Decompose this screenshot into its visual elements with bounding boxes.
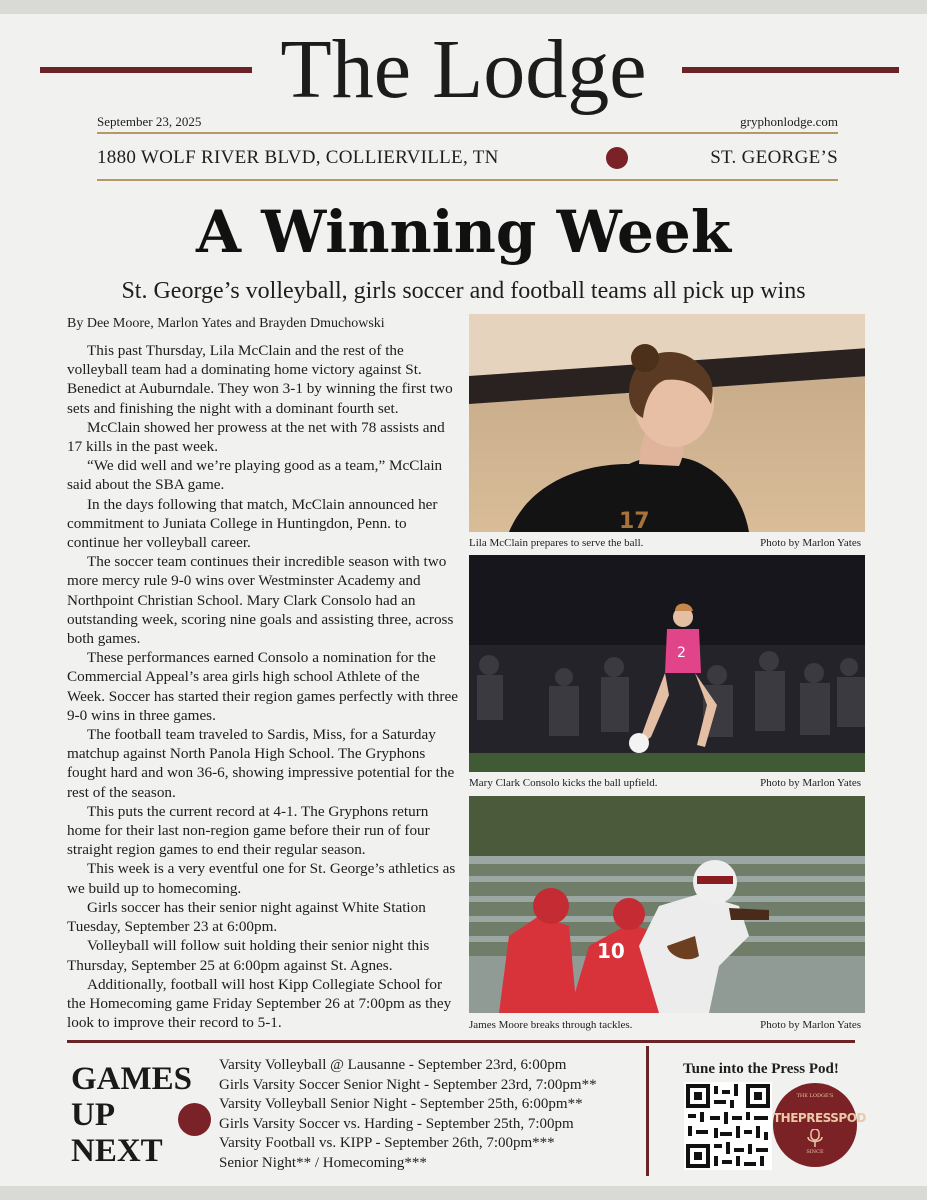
caption-text: James Moore breaks through tackles. — [469, 1019, 633, 1031]
press-pod-heading: Tune into the Press Pod! — [683, 1061, 839, 1077]
games-up-next-title — [71, 1061, 192, 1169]
jersey-number: 2 — [677, 645, 686, 661]
games-schedule — [219, 1056, 597, 1174]
caption-text: Lila McClain prepares to serve the ball. — [469, 537, 644, 549]
soccer-photo — [469, 555, 865, 772]
press-pod-logo-name: THEPRESSPOD — [773, 1111, 866, 1125]
address: 1880 WOLF RIVER BLVD, COLLIERVILLE, TN — [97, 147, 499, 168]
headline: A Winning Week — [195, 198, 732, 266]
schedule-item: Varsity Football vs. KIPP - September 26th, 7:00pm*** — [219, 1135, 555, 1152]
paper-edge-top — [0, 0, 927, 14]
games-title-line: NEXT — [71, 1133, 163, 1169]
article-paragraph: Additionally, football will host Kipp Collegiate School for the Homecoming game Friday September 26 at 7:00pm as they look to improve their record to 5-1. — [67, 975, 452, 1032]
games-title-line: UP — [71, 1097, 115, 1133]
article-paragraph: The soccer team continues their incredible season with two more mercy rule 9-0 wins over Westminster Academy and Northpoint Christian School. Mary Clark Consolo had an outstanding week, scoring nine goals and assisting three, across both games. — [67, 553, 454, 648]
press-pod-logo-top: THE LODGE'S — [796, 1093, 834, 1099]
article-paragraph: The football team traveled to Sardis, Miss, for a Saturday matchup against North Panola High School. The Gryphons fought hard and won 36-6, showing impressive potential for the rest of the season. — [67, 726, 455, 801]
website-link[interactable]: gryphonlodge.com — [740, 114, 838, 129]
caption-text: Mary Clark Consolo kicks the ball upfield. — [469, 777, 658, 789]
schedule-item: Girls Varsity Soccer Senior Night - September 23rd, 7:00pm** — [219, 1076, 597, 1093]
footer-divider — [646, 1046, 649, 1176]
article-body — [67, 341, 458, 1032]
schedule-item: Varsity Volleyball @ Lausanne - September 23rd, 6:00pm — [219, 1057, 567, 1073]
volleyball-photo-image — [469, 314, 865, 532]
soccer-photo-image — [469, 555, 865, 772]
footer-rule — [67, 1040, 855, 1043]
football-photo-image — [469, 796, 865, 1013]
school-name: ST. GEORGE’S — [710, 147, 838, 168]
masthead-dot — [606, 147, 628, 169]
photo-credit: Photo by Marlon Yates — [760, 777, 861, 789]
games-dot — [178, 1103, 211, 1136]
gold-rule-top — [97, 132, 838, 134]
schedule-legend: Senior Night** / Homecoming*** — [219, 1154, 427, 1171]
article-paragraph: Girls soccer has their senior night against White Station Tuesday, September 23 at 6:00pm. — [67, 898, 426, 936]
microphone-icon — [807, 1129, 823, 1147]
games-title-line: GAMES — [71, 1061, 193, 1097]
photo-credit: Photo by Marlon Yates — [760, 537, 861, 549]
paper-edge-bottom — [0, 1186, 927, 1200]
press-pod-logo[interactable] — [773, 1083, 866, 1167]
photo-caption-soccer — [469, 776, 861, 790]
byline: By Dee Moore, Marlon Yates and Brayden Dmuchowski — [67, 316, 385, 331]
football-photo — [469, 796, 865, 1013]
article-paragraph: In the days following that match, McClain announced her commitment to Juniata College in Huntingdon, Penn. to continue her volleyball career. — [67, 495, 438, 552]
article-paragraph: This week is a very eventful one for St. George’s athletics as we build up to homecoming. — [67, 860, 456, 897]
qr-code[interactable] — [684, 1082, 772, 1170]
schedule-item: Varsity Volleyball Senior Night - September 25th, 6:00pm** — [219, 1096, 583, 1113]
article-paragraph: This puts the current record at 4-1. The Gryphons return home for their last non-region game before their run of four straight region games to end their regular season. — [67, 802, 430, 859]
article-paragraph: These performances earned Consolo a nomination for the Commercial Appeal’s area girls high school Athlete of the Week. Soccer has started their region games perfectly with three 9-0 wins in three games. — [67, 649, 458, 724]
schedule-item: Girls Varsity Soccer vs. Harding - September 25th, 7:00pm — [219, 1115, 574, 1132]
photo-credit: Photo by Marlon Yates — [760, 1019, 861, 1031]
qr-code-icon — [684, 1082, 772, 1170]
article-paragraph: McClain showed her prowess at the net with 78 assists and 17 kills in the past week. — [67, 418, 445, 456]
issue-date: September 23, 2025 — [97, 114, 202, 129]
photo-caption-football — [469, 1018, 861, 1032]
subheadline: St. George’s volleyball, girls soccer and football teams all pick up wins — [121, 278, 806, 304]
jersey-number: 10 — [597, 939, 625, 963]
article-paragraph: “We did well and we’re playing good as a team,” McClain said about the SBA game. — [67, 457, 443, 494]
article-paragraph: This past Thursday, Lila McClain and the rest of the volleyball team had a dominating home victory against St. Benedict at Auburndale. They won 3-1 by winning the first two sets and finishing the night with a dominant fourth set. — [67, 342, 453, 417]
jersey-number: 17 — [619, 509, 650, 532]
masthead-title: The Lodge — [280, 23, 647, 116]
volleyball-photo — [469, 314, 865, 532]
photo-caption-volleyball — [469, 536, 861, 550]
article-paragraph: Volleyball will follow suit holding their senior night this Thursday, September 25 at 6:00pm against St. Agnes. — [67, 937, 430, 974]
press-pod-logo-bottom: SINCE — [806, 1149, 824, 1155]
gold-rule-bottom — [97, 179, 838, 181]
